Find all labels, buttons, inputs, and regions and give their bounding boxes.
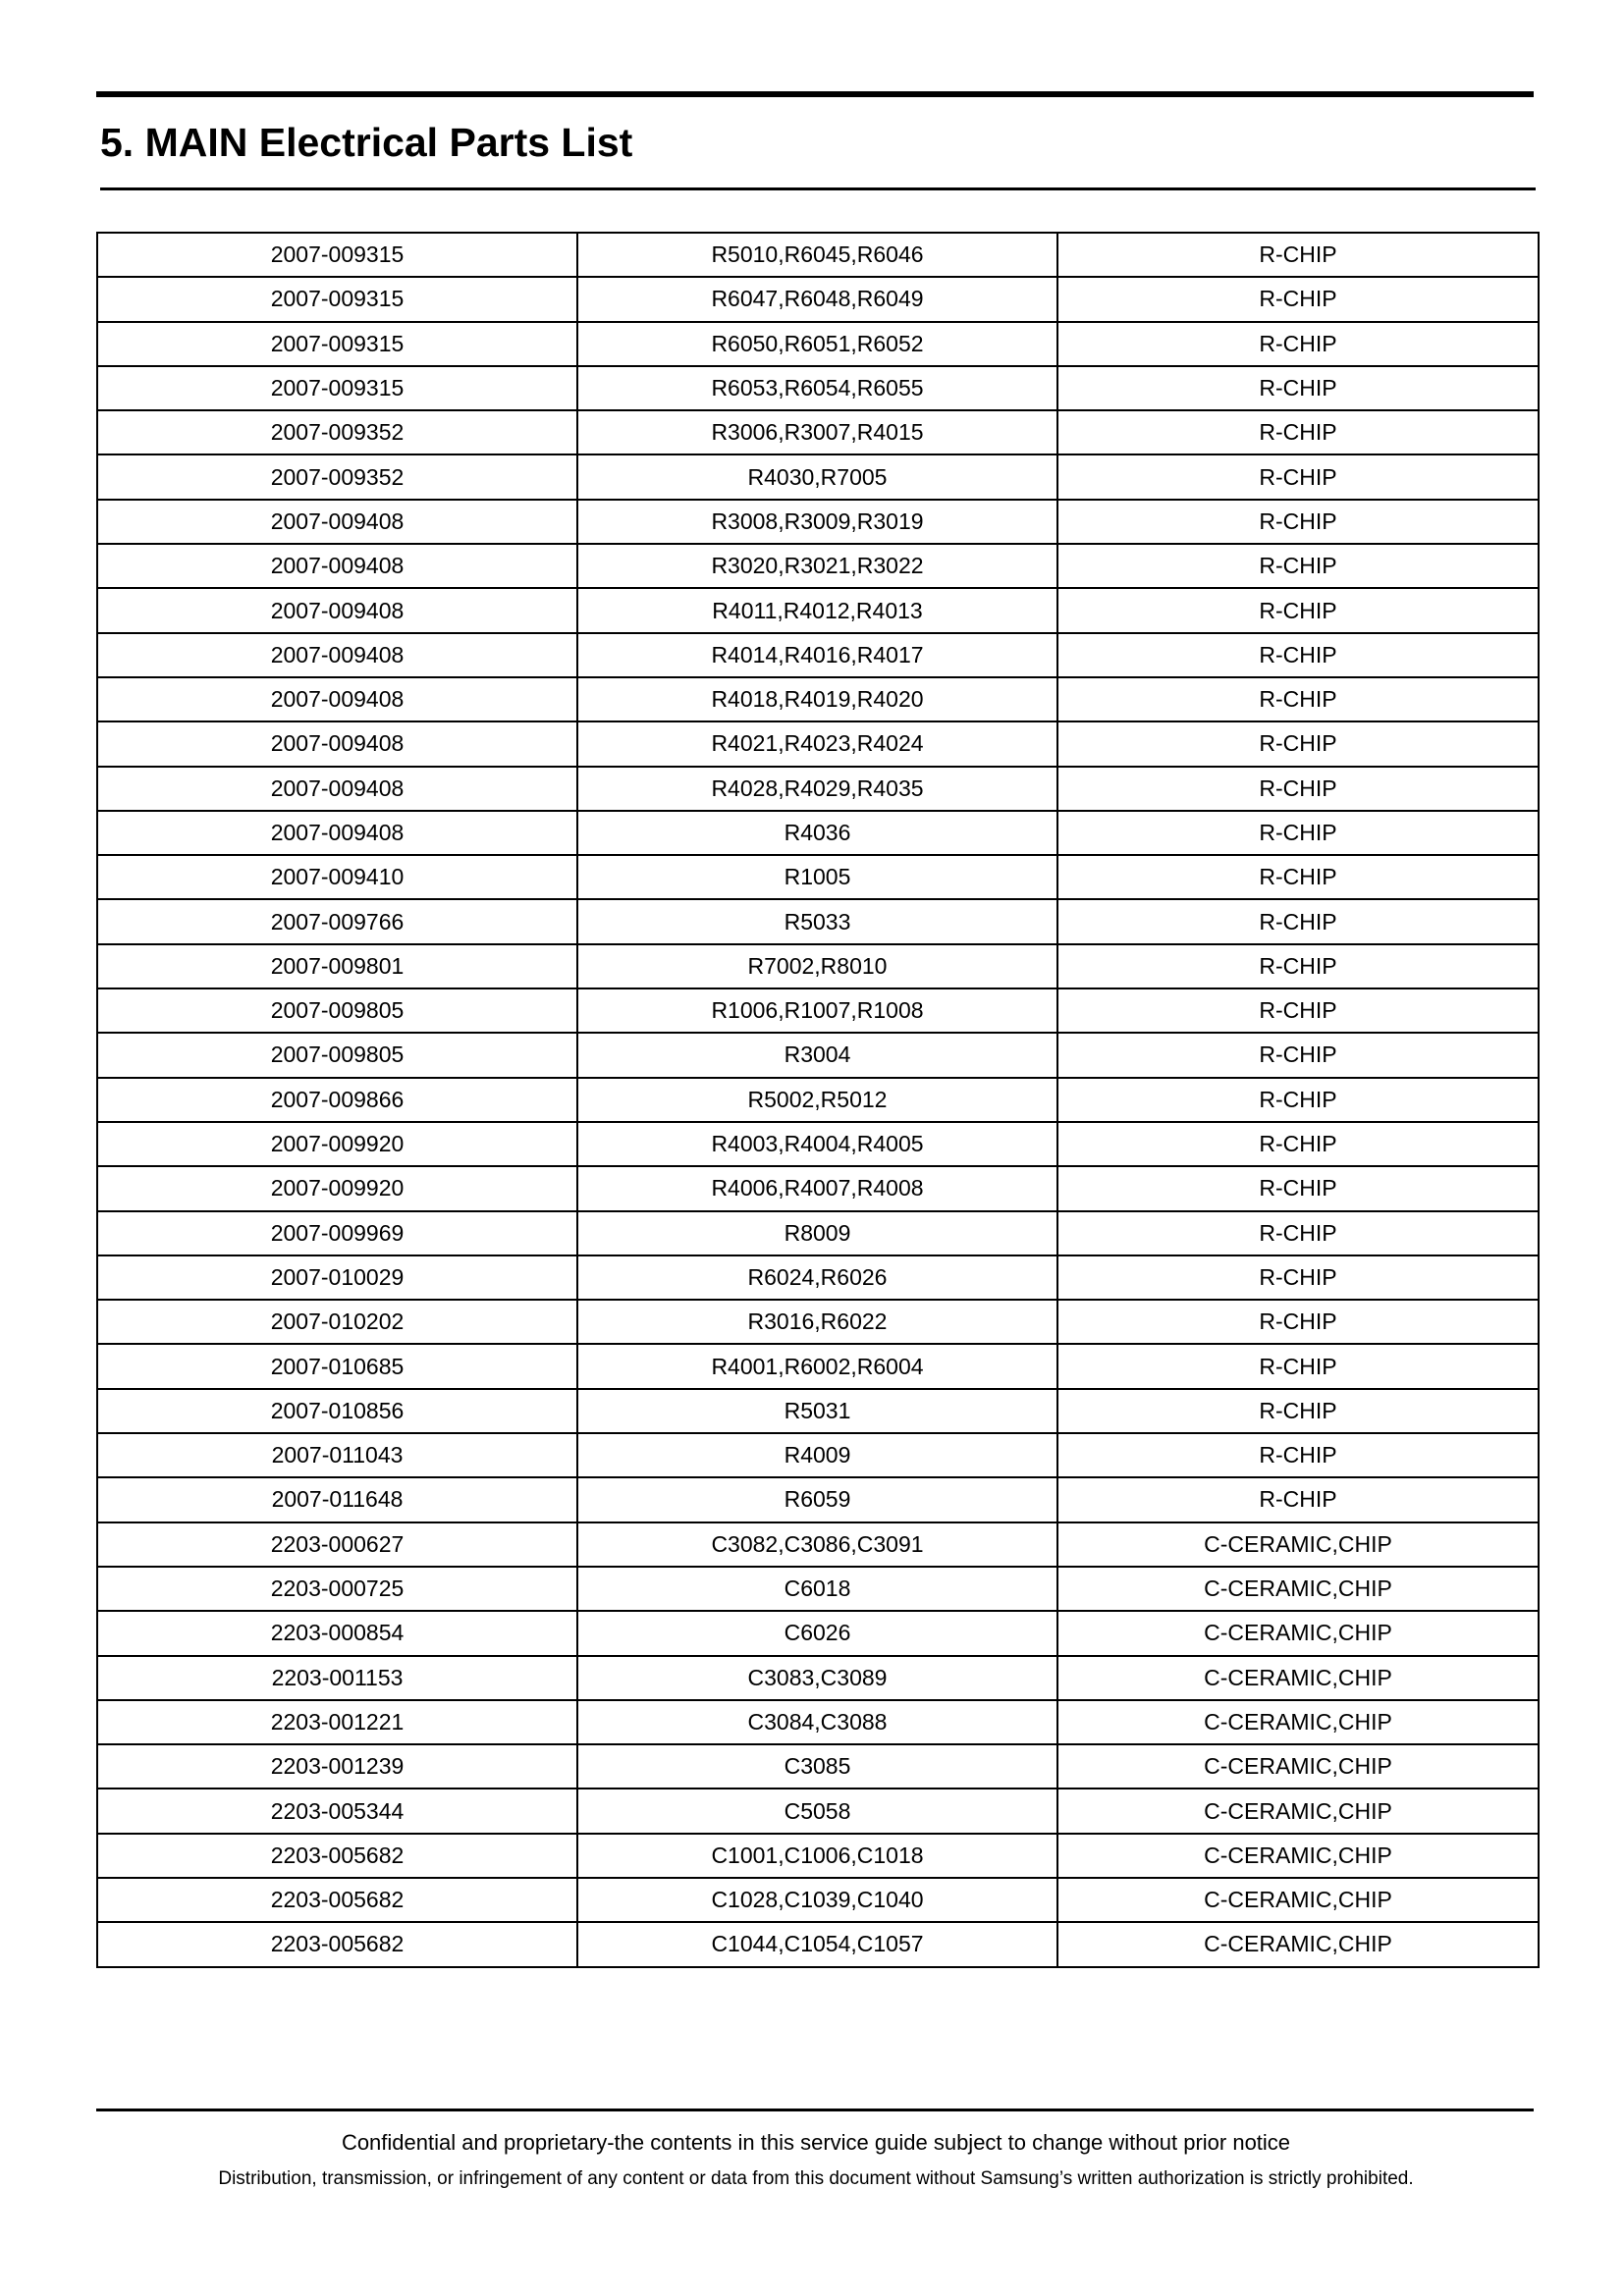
table-row bbox=[97, 1789, 1539, 1833]
location-cell: C3083,C3089 bbox=[577, 1656, 1057, 1700]
table-row bbox=[97, 988, 1539, 1033]
description-cell: R-CHIP bbox=[1057, 233, 1539, 277]
top-divider bbox=[96, 91, 1534, 97]
part-code-cell: 2007-010856 bbox=[97, 1389, 577, 1433]
location-cell: R4006,R4007,R4008 bbox=[577, 1166, 1057, 1210]
table-row bbox=[97, 1567, 1539, 1611]
table-row bbox=[97, 233, 1539, 277]
location-cell: C1001,C1006,C1018 bbox=[577, 1834, 1057, 1878]
description-cell: C-CERAMIC,CHIP bbox=[1057, 1656, 1539, 1700]
table-row bbox=[97, 1878, 1539, 1922]
part-code-cell: 2007-010685 bbox=[97, 1344, 577, 1388]
description-cell: R-CHIP bbox=[1057, 1078, 1539, 1122]
description-cell: C-CERAMIC,CHIP bbox=[1057, 1922, 1539, 1966]
location-cell: R4009 bbox=[577, 1433, 1057, 1477]
location-cell: R8009 bbox=[577, 1211, 1057, 1255]
location-cell: C6018 bbox=[577, 1567, 1057, 1611]
table-row bbox=[97, 1344, 1539, 1388]
part-code-cell: 2007-009315 bbox=[97, 233, 577, 277]
table-row bbox=[97, 454, 1539, 499]
part-code-cell: 2007-009315 bbox=[97, 277, 577, 321]
part-code-cell: 2007-009920 bbox=[97, 1122, 577, 1166]
location-cell: R3016,R6022 bbox=[577, 1300, 1057, 1344]
description-cell: R-CHIP bbox=[1057, 721, 1539, 766]
description-cell: R-CHIP bbox=[1057, 855, 1539, 899]
part-code-cell: 2203-001153 bbox=[97, 1656, 577, 1700]
location-cell: R5010,R6045,R6046 bbox=[577, 233, 1057, 277]
location-cell: R3020,R3021,R3022 bbox=[577, 544, 1057, 588]
table-row bbox=[97, 1834, 1539, 1878]
part-code-cell: 2007-009866 bbox=[97, 1078, 577, 1122]
table-row bbox=[97, 633, 1539, 677]
table-row bbox=[97, 677, 1539, 721]
location-cell: C1028,C1039,C1040 bbox=[577, 1878, 1057, 1922]
description-cell: R-CHIP bbox=[1057, 277, 1539, 321]
description-cell: R-CHIP bbox=[1057, 677, 1539, 721]
table-row bbox=[97, 1922, 1539, 1966]
table-row bbox=[97, 1122, 1539, 1166]
description-cell: C-CERAMIC,CHIP bbox=[1057, 1744, 1539, 1789]
location-cell: R7002,R8010 bbox=[577, 944, 1057, 988]
part-code-cell: 2007-009920 bbox=[97, 1166, 577, 1210]
location-cell: R4036 bbox=[577, 811, 1057, 855]
location-cell: R3004 bbox=[577, 1033, 1057, 1077]
part-code-cell: 2203-000854 bbox=[97, 1611, 577, 1655]
table-row bbox=[97, 410, 1539, 454]
location-cell: R4011,R4012,R4013 bbox=[577, 588, 1057, 632]
description-cell: R-CHIP bbox=[1057, 1433, 1539, 1477]
description-cell: R-CHIP bbox=[1057, 1300, 1539, 1344]
description-cell: R-CHIP bbox=[1057, 1389, 1539, 1433]
location-cell: C6026 bbox=[577, 1611, 1057, 1655]
table-row bbox=[97, 1255, 1539, 1300]
description-cell: R-CHIP bbox=[1057, 410, 1539, 454]
description-cell: R-CHIP bbox=[1057, 988, 1539, 1033]
description-cell: R-CHIP bbox=[1057, 1211, 1539, 1255]
location-cell: R4028,R4029,R4035 bbox=[577, 767, 1057, 811]
location-cell: R5033 bbox=[577, 899, 1057, 943]
location-cell: C3082,C3086,C3091 bbox=[577, 1522, 1057, 1567]
table-row bbox=[97, 500, 1539, 544]
location-cell: R6024,R6026 bbox=[577, 1255, 1057, 1300]
part-code-cell: 2007-009408 bbox=[97, 811, 577, 855]
description-cell: R-CHIP bbox=[1057, 633, 1539, 677]
table-row bbox=[97, 1389, 1539, 1433]
footer-divider bbox=[96, 2109, 1534, 2111]
part-code-cell: 2007-009805 bbox=[97, 1033, 577, 1077]
parts-table bbox=[96, 232, 1540, 1968]
part-code-cell: 2007-010029 bbox=[97, 1255, 577, 1300]
part-code-cell: 2007-009805 bbox=[97, 988, 577, 1033]
table-row bbox=[97, 1477, 1539, 1522]
table-row bbox=[97, 767, 1539, 811]
part-code-cell: 2203-005682 bbox=[97, 1834, 577, 1878]
location-cell: C1044,C1054,C1057 bbox=[577, 1922, 1057, 1966]
location-cell: R1006,R1007,R1008 bbox=[577, 988, 1057, 1033]
table-row bbox=[97, 322, 1539, 366]
description-cell: R-CHIP bbox=[1057, 500, 1539, 544]
part-code-cell: 2007-009352 bbox=[97, 410, 577, 454]
title-divider bbox=[100, 187, 1536, 190]
description-cell: R-CHIP bbox=[1057, 944, 1539, 988]
page-title: 5. MAIN Electrical Parts List bbox=[100, 120, 633, 165]
location-cell: R3008,R3009,R3019 bbox=[577, 500, 1057, 544]
description-cell: R-CHIP bbox=[1057, 588, 1539, 632]
location-cell: R6059 bbox=[577, 1477, 1057, 1522]
table-row bbox=[97, 277, 1539, 321]
location-cell: R6050,R6051,R6052 bbox=[577, 322, 1057, 366]
part-code-cell: 2007-009408 bbox=[97, 721, 577, 766]
part-code-cell: 2203-005682 bbox=[97, 1922, 577, 1966]
footer-confidential-notice: Confidential and proprietary-the contents in this service guide subject to change without prior notice bbox=[341, 2130, 1291, 2155]
description-cell: R-CHIP bbox=[1057, 811, 1539, 855]
location-cell: R5002,R5012 bbox=[577, 1078, 1057, 1122]
part-code-cell: 2007-009408 bbox=[97, 500, 577, 544]
table-row bbox=[97, 811, 1539, 855]
part-code-cell: 2007-009408 bbox=[97, 767, 577, 811]
part-code-cell: 2007-011043 bbox=[97, 1433, 577, 1477]
table-row bbox=[97, 366, 1539, 410]
table-row bbox=[97, 1300, 1539, 1344]
part-code-cell: 2203-005344 bbox=[97, 1789, 577, 1833]
description-cell: R-CHIP bbox=[1057, 1166, 1539, 1210]
location-cell: R4014,R4016,R4017 bbox=[577, 633, 1057, 677]
part-code-cell: 2007-009969 bbox=[97, 1211, 577, 1255]
table-row bbox=[97, 1078, 1539, 1122]
table-row bbox=[97, 855, 1539, 899]
table-row bbox=[97, 1211, 1539, 1255]
location-cell: R4021,R4023,R4024 bbox=[577, 721, 1057, 766]
part-code-cell: 2007-011648 bbox=[97, 1477, 577, 1522]
table-row bbox=[97, 1522, 1539, 1567]
part-code-cell: 2203-005682 bbox=[97, 1878, 577, 1922]
part-code-cell: 2007-009352 bbox=[97, 454, 577, 499]
description-cell: C-CERAMIC,CHIP bbox=[1057, 1789, 1539, 1833]
description-cell: R-CHIP bbox=[1057, 1033, 1539, 1077]
table-row bbox=[97, 1166, 1539, 1210]
part-code-cell: 2007-009315 bbox=[97, 322, 577, 366]
description-cell: C-CERAMIC,CHIP bbox=[1057, 1700, 1539, 1744]
table-row bbox=[97, 588, 1539, 632]
table-row bbox=[97, 899, 1539, 943]
part-code-cell: 2203-001221 bbox=[97, 1700, 577, 1744]
location-cell: R6047,R6048,R6049 bbox=[577, 277, 1057, 321]
location-cell: C3084,C3088 bbox=[577, 1700, 1057, 1744]
table-row bbox=[97, 944, 1539, 988]
description-cell: R-CHIP bbox=[1057, 899, 1539, 943]
part-code-cell: 2203-000627 bbox=[97, 1522, 577, 1567]
description-cell: C-CERAMIC,CHIP bbox=[1057, 1522, 1539, 1567]
description-cell: R-CHIP bbox=[1057, 322, 1539, 366]
location-cell: R4030,R7005 bbox=[577, 454, 1057, 499]
description-cell: C-CERAMIC,CHIP bbox=[1057, 1878, 1539, 1922]
table-row bbox=[97, 544, 1539, 588]
part-code-cell: 2007-009408 bbox=[97, 544, 577, 588]
part-code-cell: 2007-009408 bbox=[97, 633, 577, 677]
description-cell: R-CHIP bbox=[1057, 1255, 1539, 1300]
location-cell: R4018,R4019,R4020 bbox=[577, 677, 1057, 721]
table-row bbox=[97, 1033, 1539, 1077]
location-cell: R3006,R3007,R4015 bbox=[577, 410, 1057, 454]
description-cell: R-CHIP bbox=[1057, 1344, 1539, 1388]
part-code-cell: 2007-009408 bbox=[97, 588, 577, 632]
description-cell: R-CHIP bbox=[1057, 454, 1539, 499]
part-code-cell: 2007-009410 bbox=[97, 855, 577, 899]
table-row bbox=[97, 1700, 1539, 1744]
description-cell: C-CERAMIC,CHIP bbox=[1057, 1611, 1539, 1655]
table-row bbox=[97, 1433, 1539, 1477]
location-cell: C5058 bbox=[577, 1789, 1057, 1833]
part-code-cell: 2007-010202 bbox=[97, 1300, 577, 1344]
parts-table-body bbox=[97, 233, 1539, 1967]
location-cell: R1005 bbox=[577, 855, 1057, 899]
description-cell: R-CHIP bbox=[1057, 544, 1539, 588]
location-cell: R4003,R4004,R4005 bbox=[577, 1122, 1057, 1166]
table-row bbox=[97, 1611, 1539, 1655]
description-cell: R-CHIP bbox=[1057, 767, 1539, 811]
part-code-cell: 2203-000725 bbox=[97, 1567, 577, 1611]
part-code-cell: 2007-009408 bbox=[97, 677, 577, 721]
table-row bbox=[97, 1744, 1539, 1789]
description-cell: R-CHIP bbox=[1057, 1477, 1539, 1522]
description-cell: R-CHIP bbox=[1057, 1122, 1539, 1166]
part-code-cell: 2007-009766 bbox=[97, 899, 577, 943]
table-row bbox=[97, 1656, 1539, 1700]
description-cell: C-CERAMIC,CHIP bbox=[1057, 1834, 1539, 1878]
part-code-cell: 2007-009315 bbox=[97, 366, 577, 410]
description-cell: C-CERAMIC,CHIP bbox=[1057, 1567, 1539, 1611]
part-code-cell: 2007-009801 bbox=[97, 944, 577, 988]
table-row bbox=[97, 721, 1539, 766]
location-cell: R4001,R6002,R6004 bbox=[577, 1344, 1057, 1388]
description-cell: R-CHIP bbox=[1057, 366, 1539, 410]
location-cell: C3085 bbox=[577, 1744, 1057, 1789]
part-code-cell: 2203-001239 bbox=[97, 1744, 577, 1789]
footer-distribution-notice: Distribution, transmission, or infringement of any content or data from this document without Samsung’s written authorization is strictly prohibited. bbox=[218, 2168, 1414, 2189]
location-cell: R5031 bbox=[577, 1389, 1057, 1433]
location-cell: R6053,R6054,R6055 bbox=[577, 366, 1057, 410]
